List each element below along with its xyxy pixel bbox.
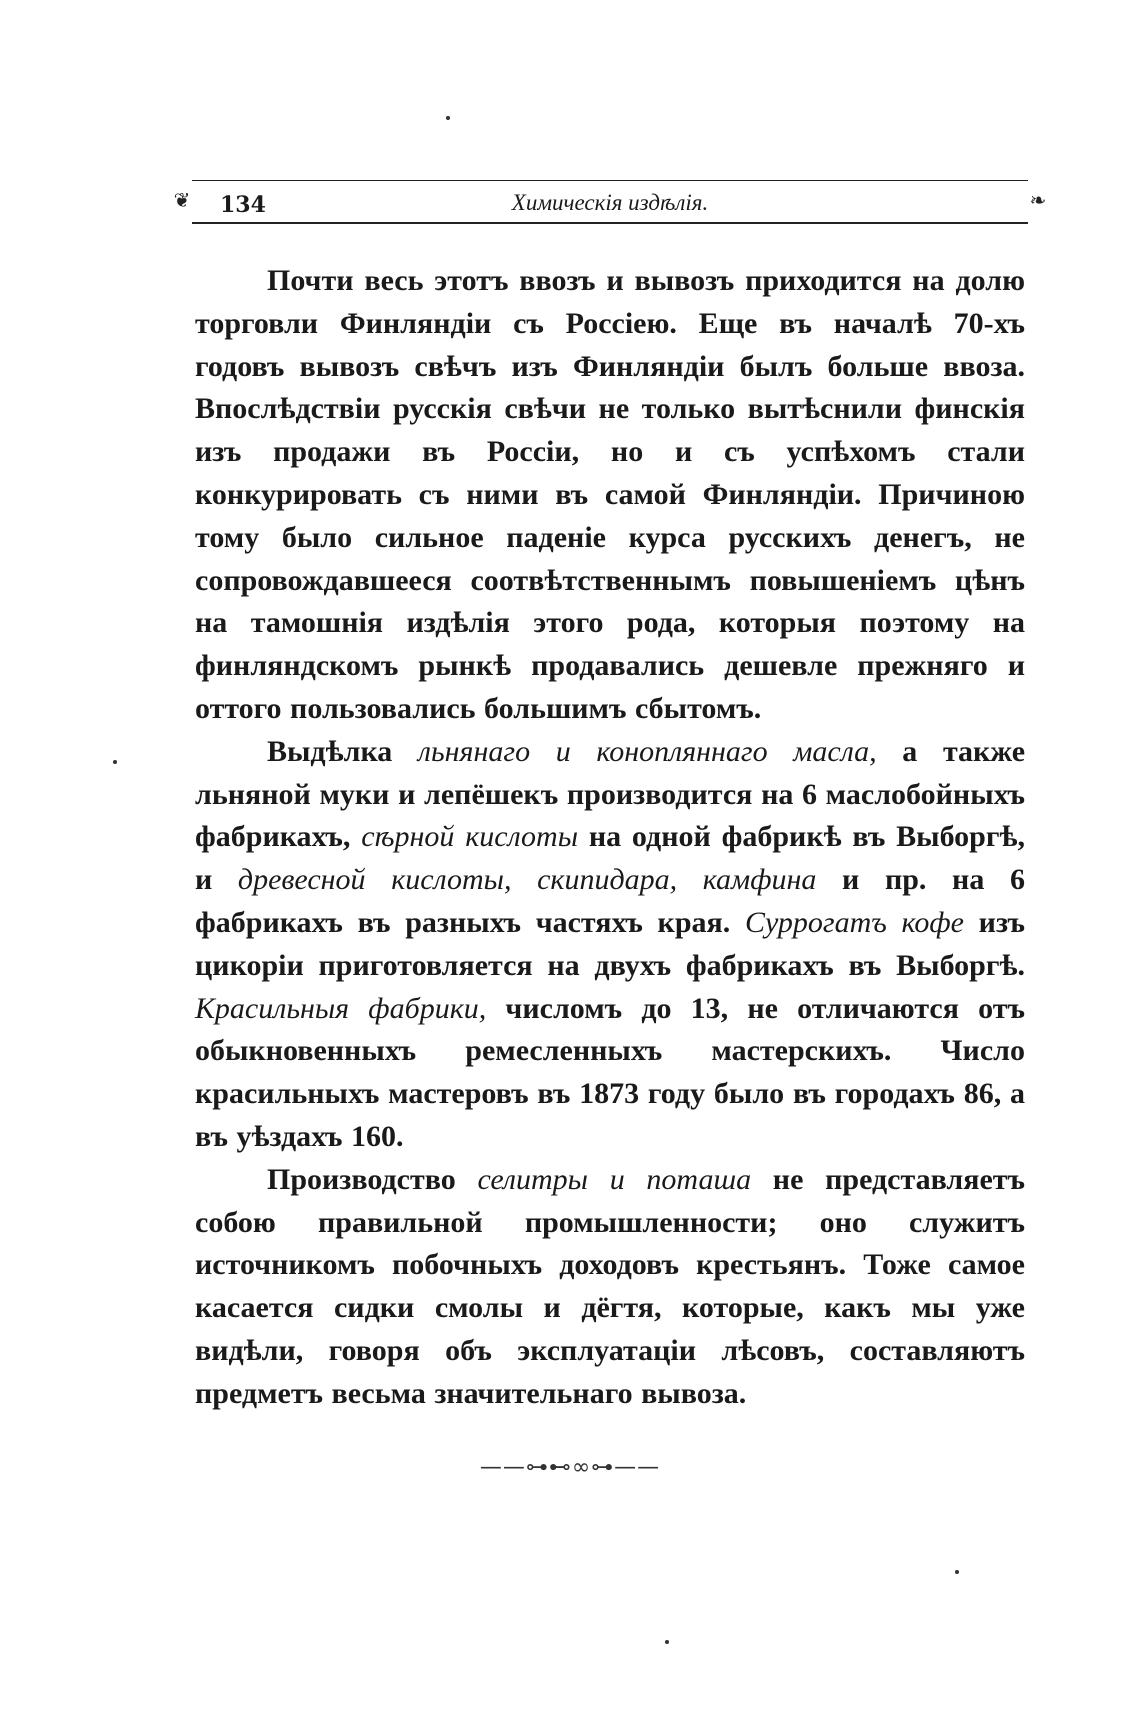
print-speck xyxy=(446,116,450,120)
page-number: 134 xyxy=(220,192,266,218)
paragraph-1 xyxy=(195,260,1025,731)
paragraph-text: Выдѣлка xyxy=(267,734,418,768)
right-flourish-ornament-icon: ❧ xyxy=(1029,188,1047,212)
italic-term: Красильныя фабрики, xyxy=(195,991,487,1025)
italic-term: сѣрной кислоты xyxy=(361,820,579,854)
paragraph-2 xyxy=(195,731,1025,1159)
paragraph-text: Почти весь этотъ ввозъ и вывозъ приходится на долю торговли Финляндіи съ Россіею. Еще въ началѣ 70-хъ годовъ вывозъ свѣчъ изъ Финляндіи былъ больше ввоза. Впослѣдствіи русскія свѣчи не только вытѣснили финскія изъ продажи въ Россіи, но и съ успѣхомъ стали конкурировать съ ними въ самой Финляндіи. Причиною тому было сильное паденіе курса русскихъ денегъ, не сопровождавшееся соотвѣтственнымъ повышеніемъ цѣнъ на тамошнія издѣлія этого рода, которыя поэтому на финляндскомъ рынкѣ продавались дешевле прежняго и оттого пользовались большимъ сбытомъ. xyxy=(195,264,1025,725)
header-top-rule xyxy=(192,180,1028,181)
print-speck xyxy=(955,1570,959,1574)
italic-term: Суррогатъ кофе xyxy=(744,905,964,939)
paragraph-text: и пр. на 6 фабрикахъ въ разныхъ частяхъ края. xyxy=(195,863,1025,939)
paragraph-text: изъ цикоріи приготовляется на двухъ фабрикахъ въ Выборгѣ. xyxy=(195,905,1026,982)
italic-term: льнянаго и конопляннаго масла, xyxy=(417,734,877,768)
italic-term: селитры и поташа xyxy=(477,1162,752,1196)
end-ornament-icon: ——⊶⊷∞⊶—— xyxy=(479,1455,661,1480)
paragraph-text: не представляетъ собою правильной промышленности; оно служитъ источникомъ побочныхъ доходовъ крестьянъ. Тоже самое касается сидки смолы и дёгтя, которые, какъ мы уже видѣли, говоря объ эксплуатаціи лѣсовъ, составляютъ предметъ весьма значительнаго вывоза. xyxy=(195,1162,1026,1410)
body-text xyxy=(195,260,1025,1416)
running-title: Химическія издѣлія. xyxy=(511,190,709,215)
print-speck xyxy=(113,760,117,764)
paragraph-3 xyxy=(195,1159,1025,1416)
running-header xyxy=(173,172,1047,228)
paragraph-text: на одной фабрикѣ въ Выборгѣ, и xyxy=(195,820,1025,897)
italic-term: древесной кислоты, скипидара, камфина xyxy=(237,863,817,897)
print-speck xyxy=(665,1640,669,1644)
header-bottom-rule xyxy=(192,222,1028,224)
paragraph-text: Производство xyxy=(267,1162,478,1196)
left-flourish-ornament-icon: ❦ xyxy=(173,188,191,212)
paragraph-text: числомъ до 13, не отличаются отъ обыкновенныхъ ремесленныхъ мастерскихъ. Число красильныхъ мастеровъ въ 1873 году было въ городахъ 86, а въ уѣздахъ 160. xyxy=(195,991,1025,1153)
paragraph-text: а также льняной муки и лепёшекъ производится на 6 маслобойныхъ фабрикахъ, xyxy=(195,734,1026,854)
